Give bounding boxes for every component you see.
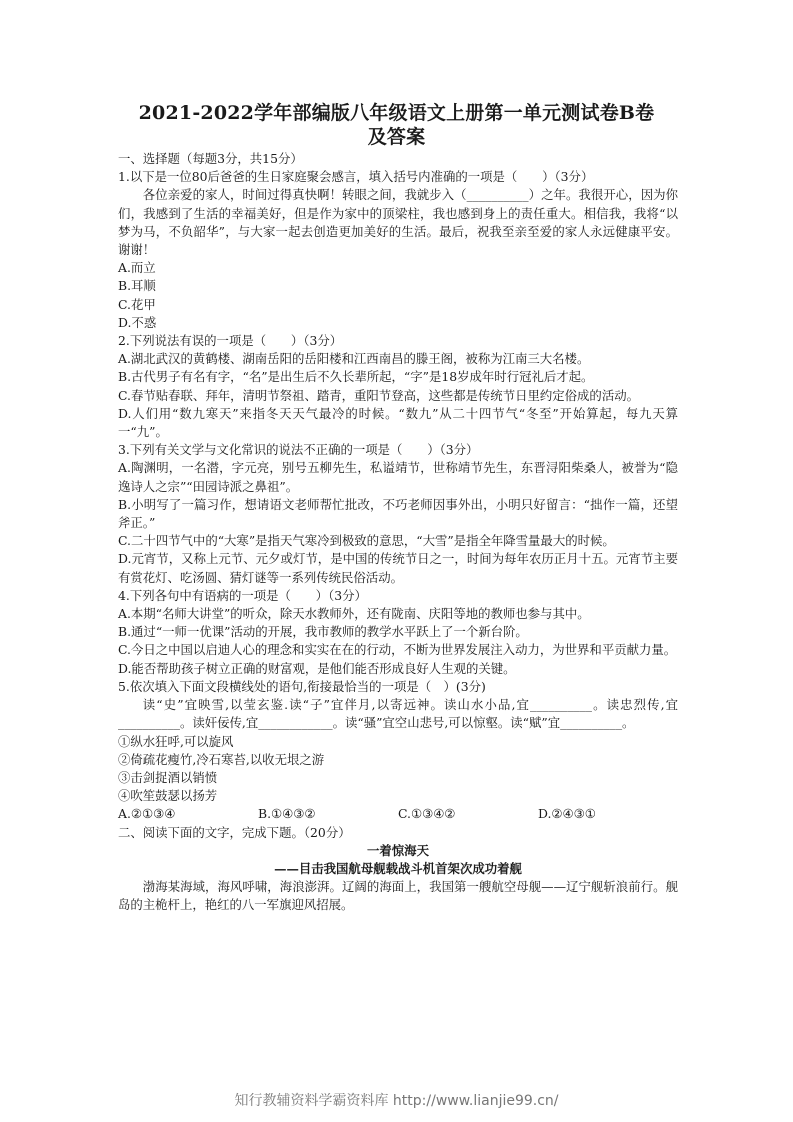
q4-stem: 4.下列各句中有语病的一项是（ ）（3分） (118, 587, 367, 603)
section2-heading: 二、阅读下面的文字，完成下题。（20分） (118, 824, 351, 840)
q5-option-a: A.②①③④ (118, 806, 176, 822)
q5-item-3: ③击剑捉酒以销愤 (118, 769, 218, 785)
section1-heading: 一、选择题（每题3分，共15分） (118, 151, 303, 166)
q5-item-2: ②倚疏花瘦竹,冷石寒苔,以收无垠之游 (118, 751, 325, 767)
article-paragraph: 渤海某海域，海风呼啸，海浪澎湃。辽阔的海面上，我国第一艘航空母舰——辽宁舰斩浪前行。舰岛的主桅杆上，艳红的八一军旗迎风招展。 (118, 879, 678, 913)
q5-item-1: ①纵水狂呼,可以旋风 (118, 733, 234, 749)
q5-stem: 5.依次填入下面文段横线处的语句,衔接最恰当的一项是（ ）(3分) (118, 678, 486, 694)
document-title-continued: 及答案 (367, 126, 426, 148)
q5-passage: 读“史”宜映雪,以莹玄鉴.读“子”宜伴月,以寄远神。读山水小品,宜__________。读忠烈传,宜__________。读奸佞传,宜____________。读“骚”宜空山悲号,可以惊壑。读“赋”宜__________。 (118, 697, 678, 731)
q2-option-d: D.人们用“数九寒天”来指冬天天气最冷的时候。“数九”从二十四节气“冬至”开始算起，每九天算一“九”。 (118, 405, 678, 440)
q2-option-a: A.湖北武汉的黄鹤楼、湖南岳阳的岳阳楼和江西南昌的滕王阁，被称为江南三大名楼。 (118, 351, 590, 367)
q1-option-b: B.耳顺 (118, 278, 156, 294)
document-title: 2021-2022学年部编版八年级语文上册第一单元测试卷B卷 (138, 102, 655, 124)
q2-stem: 2.下列说法有误的一项是（ ）（3分） (118, 333, 343, 349)
q5-option-c: C.①③④② (398, 806, 456, 822)
q5-item-4: ④吹笙鼓瑟以扬芳 (118, 788, 218, 804)
q3-stem: 3.下列有关文学与文化常识的说法不正确的一项是（ ）（3分） (118, 442, 479, 458)
q4-option-d: D.能否帮助孩子树立正确的财富观，是他们能否形成良好人生观的关键。 (118, 660, 516, 676)
q4-option-c: C.今日之中国以启迪人心的理念和实实在在的行动，不断为世界发展注入动力，为世界和平贡献力量。 (118, 642, 677, 658)
q5-option-b: B.①④③② (258, 806, 316, 822)
q3-option-d: D.元宵节，又称上元节、元夕或灯节，是中国的传统节日之一，时间为每年农历正月十五。元宵节主要有赏花灯、吃汤圆、猜灯谜等一系列传统民俗活动。 (118, 551, 678, 585)
q2-option-b: B.古代男子有名有字，“名”是出生后不久长辈所起，“字”是18岁成年时行冠礼后才起。 (118, 369, 594, 385)
q5-options-row (118, 805, 678, 823)
q3-option-a: A.陶渊明，一名潜，字元亮，别号五柳先生，私谥靖节，世称靖节先生，东晋浔阳柴桑人，被誉为“隐逸诗人之宗”“田园诗派之鼻祖”。 (118, 460, 678, 494)
q1-option-a: A.而立 (118, 260, 156, 276)
q1-passage: 各位亲爱的家人，时间过得真快啊！转眼之间，我就步入（__________）之年。我很开心，因为你们，我感到了生活的幸福美好，但是作为家中的顶梁柱，我也感到身上的责任重大。相信我，我将“以梦为马，不负韶华”，与大家一起去创造更加美好的生活。最后，祝我至亲至爱的家人永远健康平安。谢谢！ (118, 187, 678, 258)
q1-option-c: C.花甲 (118, 296, 156, 312)
q2-option-c: C.春节贴春联、拜年，清明节祭祖、踏青，重阳节登高，这些都是传统节日里约定俗成的活动。 (118, 387, 639, 403)
document-body (118, 150, 678, 915)
footer-watermark: 知行教辅资料学霸资料库 http://www.lianjie99.cn/ (234, 1093, 559, 1109)
q4-option-b: B.通过“一师一优课”活动的开展，我市教师的教学水平跃上了一个新台阶。 (118, 624, 528, 640)
article-title: 一着惊海天 (367, 842, 429, 858)
q3-option-c: C.二十四节气中的“大寒”是指天气寒冷到极致的意思，“大雪”是指全年降雪量最大的时候。 (118, 533, 615, 549)
article-subtitle: ——目击我国航母舰载战斗机首架次成功着舰 (274, 860, 522, 876)
q5-option-d: D.②④③① (538, 806, 596, 822)
q1-stem: 1.以下是一位80后爸爸的生日家庭聚会感言，填入括号内准确的一项是（ ）（3分） (118, 169, 594, 185)
q1-option-d: D.不惑 (118, 314, 157, 330)
q3-option-b: B.小明写了一篇习作，想请语文老师帮忙批改，不巧老师因事外出，小明只好留言：“拙作一篇，还望斧正。” (118, 496, 678, 531)
q4-option-a: A.本期“名师大讲堂”的听众，除天水教师外，还有陇南、庆阳等地的教师也参与其中。 (118, 606, 590, 622)
